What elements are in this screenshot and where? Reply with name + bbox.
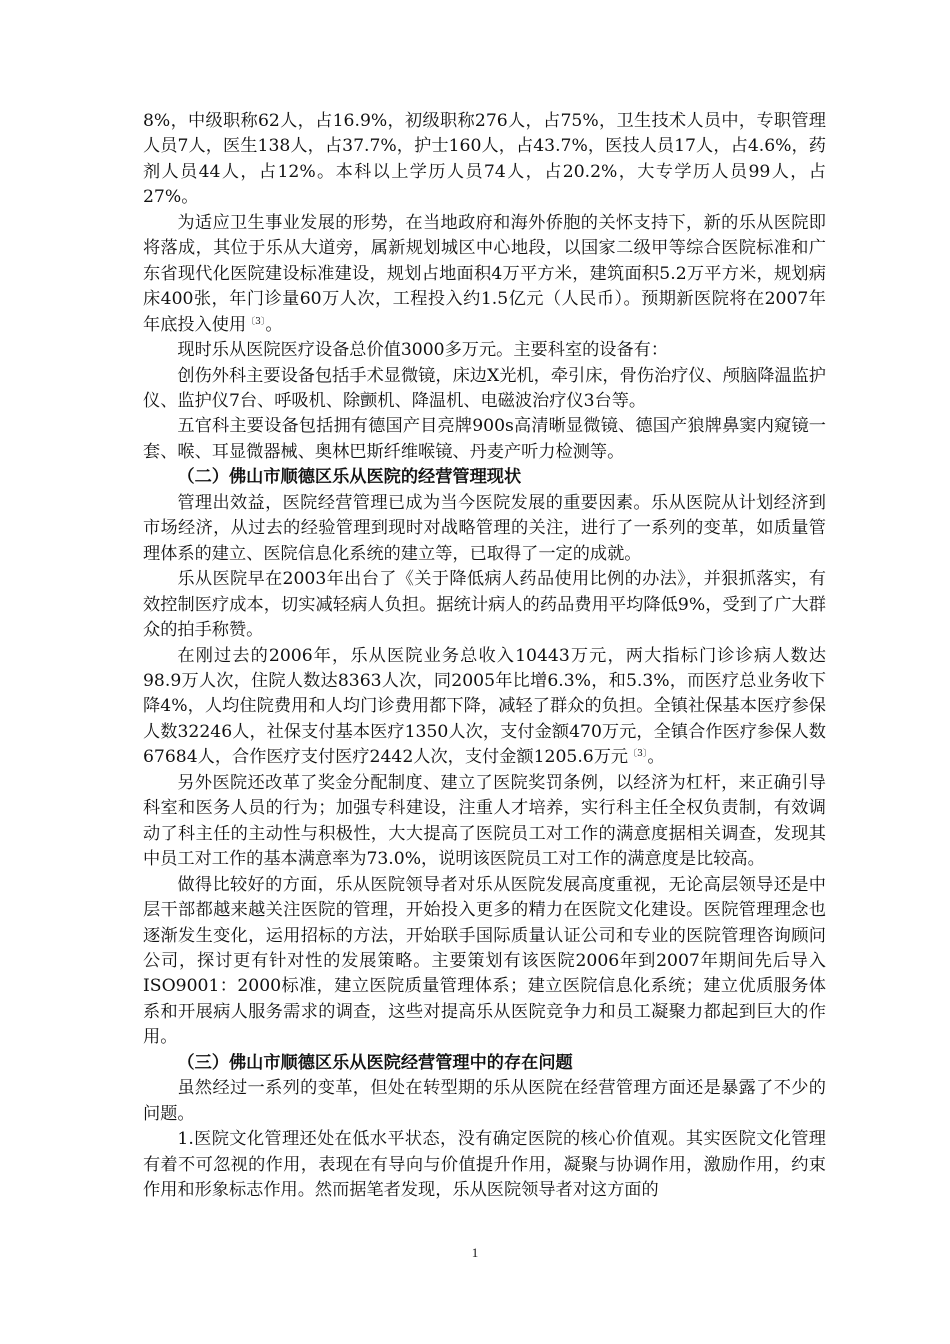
citation-marker: 〔3〕 <box>246 316 266 327</box>
paragraph-culture-management: 1.医院文化管理还处在低水平状态，没有确定医院的核心价值观。其实医院文化管理有着不可忽视的作用，表现在有导向与价值提升作用，凝聚与协调作用，激励作用，约束作用和形象标志作用。然而据笔者发现，乐从医院领导者对这方面的 <box>143 1129 826 1201</box>
paragraph-equipment-value: 现时乐从医院医疗设备总价值3000多万元。主要科室的设备有： <box>177 340 669 361</box>
paragraph-2006-revenue <box>143 644 826 771</box>
paragraph-staff-statistics: 8%，中级职称62人，占16.9%，初级职称276人，占75%，卫生技术人员中，专职管理人员7人，医生138人，占37.7%，护士160人，占43.7%，医技人员17人，占4.6%，药剂人员44人，占12%。本科以上学历人员74人，占20.2%，大专学历人员99人，占27%。 <box>143 111 826 208</box>
paragraph-problems-intro: 虽然经过一系列的变革，但处在转型期的乐从医院在经营管理方面还是暴露了不少的问题。 <box>143 1078 826 1124</box>
paragraph-new-hospital <box>143 211 826 338</box>
paragraph-drug-cost: 乐从医院早在2003年出台了《关于降低病人药品使用比例的办法》，并狠抓落实，有效控制医疗成本，切实减轻病人负担。据统计病人的药品费用平均降低9%，受到了广大群众的拍手称赞。 <box>143 569 826 641</box>
section-heading-management-status: （二）佛山市顺德区乐从医院的经营管理现状 <box>177 467 522 488</box>
section-heading-problems: （三）佛山市顺德区乐从医院经营管理中的存在问题 <box>177 1052 573 1073</box>
paragraph-achievements: 做得比较好的方面，乐从医院领导者对乐从医院发展高度重视，无论高层领导还是中层干部都越来越关注医院的管理，开始投入更多的精力在医院文化建设。医院管理理念也逐渐发生变化，运用招标的方法，开始联手国际质量认证公司和专业的医院管理咨询顾问公司，探讨更有针对性的发展策略。主要策划有该医院2006年到2007年期间先后导入ISO9001：2000标准，建立医院质量管理体系；建立医院信息化系统；建立优质服务体系和开展病人服务需求的调查，这些对提高乐从医院竞争力和员工凝聚力都起到巨大的作用。 <box>143 874 826 1048</box>
paragraph-trauma-equipment: 创伤外科主要设备包括手术显微镜，床边X光机，牵引床，骨伤治疗仪、颅脑降温监护仪、监护仪7台、呼吸机、除颤机、降温机、电磁波治疗仪3台等。 <box>143 365 826 411</box>
paragraph-bonus-reform: 另外医院还改革了奖金分配制度、建立了医院奖罚条例，以经济为杠杆，来正确引导科室和医务人员的行为；加强专科建设，注重人才培养，实行科主任全权负责制，有效调动了科主任的主动性与积极性，大大提高了医院员工对工作的满意度据相关调查，发现其中员工对工作的基本满意率为73.0%，说明该医院员工对工作的满意度是比较高。 <box>143 772 826 870</box>
paragraph-end: 。 <box>647 747 665 768</box>
paragraph-ent-equipment: 五官科主要设备包括拥有德国产目亮牌900s高清晰显微镜、德国产狼牌鼻窦内窥镜一套、喉、耳显微器械、奥林巴斯纤维喉镜、丹麦产听力检测等。 <box>143 416 826 462</box>
page-number: 1 <box>471 1245 479 1260</box>
document-body <box>143 109 826 1203</box>
citation-marker: 〔3〕 <box>628 749 648 760</box>
paragraph-management-benefit: 管理出效益，医院经营管理已成为当今医院发展的重要因素。乐从医院从计划经济到市场经济，从过去的经验管理到现时对战略管理的关注，进行了一系列的变革，如质量管理体系的建立、医院信息化系统的建立等，已取得了一定的成就。 <box>143 492 826 564</box>
paragraph-text: 为适应卫生事业发展的形势，在当地政府和海外侨胞的关怀支持下，新的乐从医院即将落成，其位于乐从大道旁，属新规划城区中心地段，以国家二级甲等综合医院标准和广东省现代化医院建设标准建设，规划占地面积4万平方米，建筑面积5.2万平方米，规划病床400张，年门诊量60万人次，工程投入约1.5亿元（人民币）。预期新医院将在2007年年底投入使用 <box>143 212 826 335</box>
paragraph-text: 在刚过去的2006年，乐从医院业务总收入10443万元，两大指标门诊诊病人数达98.9万人次，住院人数达8363人次，同2005年比增6.3%，和5.3%，而医疗总业务收下降4%，人均住院费用和人均门诊费用都下降，减轻了群众的负担。全镇社保基本医疗参保人数32246人，社保支付基本医疗1350人次，支付金额470万元，全镇合作医疗参保人数67684人，合作医疗支付医疗2442人次，支付金额1205.6万元 <box>143 645 826 768</box>
paragraph-end: 。 <box>265 314 283 335</box>
